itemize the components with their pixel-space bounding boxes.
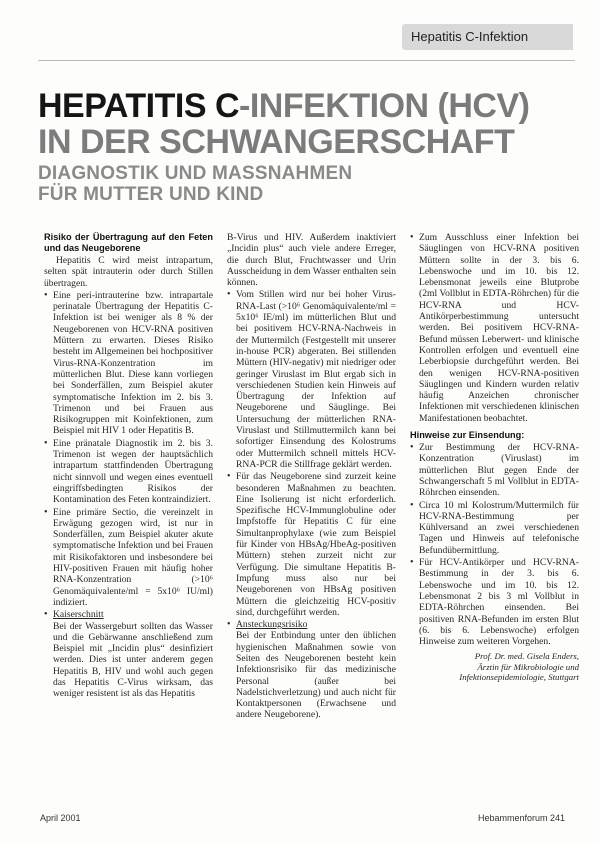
bullet-item <box>410 232 579 424</box>
paragraph: B-Virus und HIV. Außerdem inaktiviert „Incidin plus“ auch viele andere Erreger, die durch Blut, Fruchtwasser und Urin Ausscheidung in dem Wasser enthalten sein können. <box>227 232 396 289</box>
bullet-icon: • <box>44 437 48 449</box>
bullet-text: Bei der Entbindung unter den üblichen hygienischen Maßnahmen sowie von Seiten des Neugeborenen besteht kein Infektionsrisiko für das medizinische Personal (außer bei Nadelstichverletzung) und auch nicht für Kontaktpersonen (Erwachsene und andere Neugeborene). <box>236 630 396 721</box>
bullet-text: Eine pränatale Diagnostik im 2. bis 3. Trimenon ist wegen der hauptsächlich intrapartum stattfindenden Übertragung nicht sinnvoll und wegen eines eventuell eingriffsbedingten Risikos der Kontamination des Feten kontraindiziert. <box>53 437 213 506</box>
bullet-text: Bei der Wassergeburt sollten das Wasser und die Gebärwanne anschließend zum Beispiel mit „Incidin plus“ desinfiziert werden. Dies ist unter anderem gegen Hepatitis B, HIV und wohl auch gegen das Hepatitis C-Virus wirksam, das weniger resistent ist als das Hepatitis <box>53 620 213 700</box>
bullet-text: Zur Bestimmung der HCV-RNA-Konzentration (Viruslast) im mütterlichen Blut gegen Ende der Schwangerschaft 5 ml Vollblut in EDTA-Röhrchen einsenden. <box>419 442 579 499</box>
bullet-icon: • <box>44 506 48 518</box>
bullet-text: Eine peri-intrauterine bzw. intrapartale perinatale Übertragung der Hepatitis C-Infektion ist bei weniger als 8 % der Neugeborenen von HCV-RNA positiven Müttern zu erwarten. Dieses Risiko besteht im Allgemeinen bei hochpositiver Virus-RNA-Konzentration im mütterlichen Blut. Diese kann vorliegen bei Sonderfällen, zum Beispiel akuter symptomatische Infektion im 2. bis 3. Trimenon und bei Frauen aus Risikogruppen mit Koinfektionen, zum Beispiel mit HIV 1 oder Hepatitis B. <box>53 289 213 437</box>
section-tab <box>402 24 573 50</box>
column-1 <box>44 232 213 792</box>
footer-page-number: Hebammenforum 241 <box>478 813 566 823</box>
bullet-text: Vom Stillen wird nur bei hoher Virus-RNA-Last (>10⁶ Genomäquivalente/ml = 5x10⁶ IE/ml) im mütterlichen Blut und bei positivem HCV-RNA-Nachweis in der Muttermilch (Festgestellt mit unserer in-house PCR) abgeraten. Bei stillenden Müttern (HIV-negativ) mit niedriger oder geringer Viruslast im Blut ergab sich in verschiedenen Studien kein Hinweis auf Übertragung der Infektion auf Neugeborene und Säuglinge. Bei Untersuchung der mütterlichen RNA-Viruslast und Stillmuttermilch kann bei sofortiger Einsendung des Kolostrums oder Muttermilch schnell mittels HCV-RNA-PCR die Stillfrage geklärt werden. <box>236 289 396 470</box>
bullet-item <box>410 500 579 556</box>
bullet-icon: • <box>410 499 414 511</box>
bullet-item <box>44 290 213 437</box>
bullet-item <box>44 438 213 506</box>
bullet-title: Kaiserschnitt <box>53 609 104 621</box>
bullet-item <box>410 557 579 647</box>
paragraph: Hepatitis C wird meist intrapartum, selten spät intrauterin oder durch Stillen übertragen. <box>44 255 213 289</box>
title-line-2: IN DER SCHWANGERSCHAFT <box>38 123 515 161</box>
column-2 <box>227 232 396 792</box>
bullet-text: Für das Neugeborene sind zurzeit keine besonderen Maßnahmen zu beachten. Eine Isolierung ist nicht erforderlich. Spezifische HCV-Immunglobuline oder Impfstoffe für Hepatitis C für eine Simultanprophylaxe (wie zum Beispiel für Kinder von HBsAg/HbeAg-positiven Müttern) stehen zurzeit nicht zur Verfügung. Die simultane Hepatitis B-Impfung muss also nur bei Neugeborenen von HBsAg positiven Müttern die gleichzeitig HCV-positiv sind, durchgeführt werden. <box>236 471 396 618</box>
column-3 <box>410 232 579 792</box>
signature-line: Prof. Dr. med. Gisela Enders, <box>474 651 579 662</box>
bullet-item <box>410 442 579 498</box>
author-signature <box>410 651 579 683</box>
bullet-icon: • <box>410 442 414 454</box>
article-title <box>38 88 578 205</box>
bullet-text: Circa 10 ml Kolostrum/Muttermilch für HCV-RNA-Bestimmung per Kühlversand an zwei verschiedenen Tagen und Hinweis auf telefonische Befundübermittlung. <box>419 499 579 556</box>
signature-line: Ärztin für Mikrobiologie und <box>477 661 579 672</box>
bullet-icon: • <box>44 609 48 621</box>
section-heading: Risiko der Übertragung auf den Feten und das Neugeborene <box>44 232 213 253</box>
bullet-icon: • <box>227 289 231 301</box>
bullet-item <box>44 507 213 609</box>
title-line-1 <box>38 88 578 124</box>
signature-line: Infektionsepidemiologie, Stuttgart <box>459 672 579 683</box>
header-rule <box>38 60 575 61</box>
bullet-text: Zum Ausschluss einer Infektion bei Säuglingen von HCV-RNA positiven Müttern sollte in der 3. bis 6. Lebenswoche und im 10. bis 12. Lebensmonat jeweils eine Blutprobe (2ml Vollblut in EDTA-Röhrchen) für die HCV-RNA und HCV-Antikörperbestimmung untersucht werden. Bei positivem HCV-RNA-Befund müssen Leberwert- und klinische Kontrollen erfolgen und eventuell eine Leberbiopsie durchgeführt werden. Bei den wenigen HCV-RNA-positiven Säuglingen und Kindern wurden relativ häufig Anzeichen chronischer Infektionen mit verschiedenen klinischen Manifestationen beobachtet. <box>419 232 579 424</box>
bullet-item <box>227 619 396 721</box>
bullet-icon: • <box>227 619 231 631</box>
bullet-item <box>227 289 396 470</box>
bullet-text: Eine primäre Sectio, die vereinzelt in Erwägung gezogen wird, ist nur in Sonderfällen, zum Beispiel akuter akute symptomatische Infektion und bei Frauen mit Risikofaktoren und insbesondere bei HIV-positiven Frauen mit häufig hoher RNA-Konzentration (>10⁶ Genomäquivalente/ml = 5x10⁶ IU/ml) indiziert. <box>53 506 213 608</box>
bullet-item <box>44 609 213 699</box>
section-heading: Hinweise zur Einsendung: <box>410 430 525 441</box>
bullet-title: Ansteckungsrisiko <box>236 619 308 631</box>
subtitle-line-1: DIAGNOSTIK UND MASSNAHMEN <box>38 163 353 184</box>
bullet-item <box>227 471 396 618</box>
section-tab-label: Hepatitis C-Infektion <box>411 29 529 44</box>
subtitle-line-2: FÜR MUTTER UND KIND <box>38 184 264 205</box>
article-body <box>44 232 580 792</box>
bullet-icon: • <box>44 289 48 301</box>
bullet-icon: • <box>227 471 231 483</box>
bullet-icon: • <box>410 557 414 569</box>
bullet-icon: • <box>410 232 414 243</box>
title-line-1-strong: HEPATITIS C <box>38 87 240 125</box>
title-line-1-light: -INFEKTION (HCV) <box>239 87 530 125</box>
footer-date: April 2001 <box>40 813 81 823</box>
bullet-text: Für HCV-Antikörper und HCV-RNA-Bestimmung in der 3. bis 6. Lebenswoche und im 10. bis 12. Lebensmonat 2 bis 3 ml Vollblut in EDTA-Röhrchen einsenden. Bei positiven RNA-Befunden im ersten Blut (6. bis 6. Lebenswoche) erfolgen Hinweise zum weiteren Vorgehen. <box>419 557 579 648</box>
